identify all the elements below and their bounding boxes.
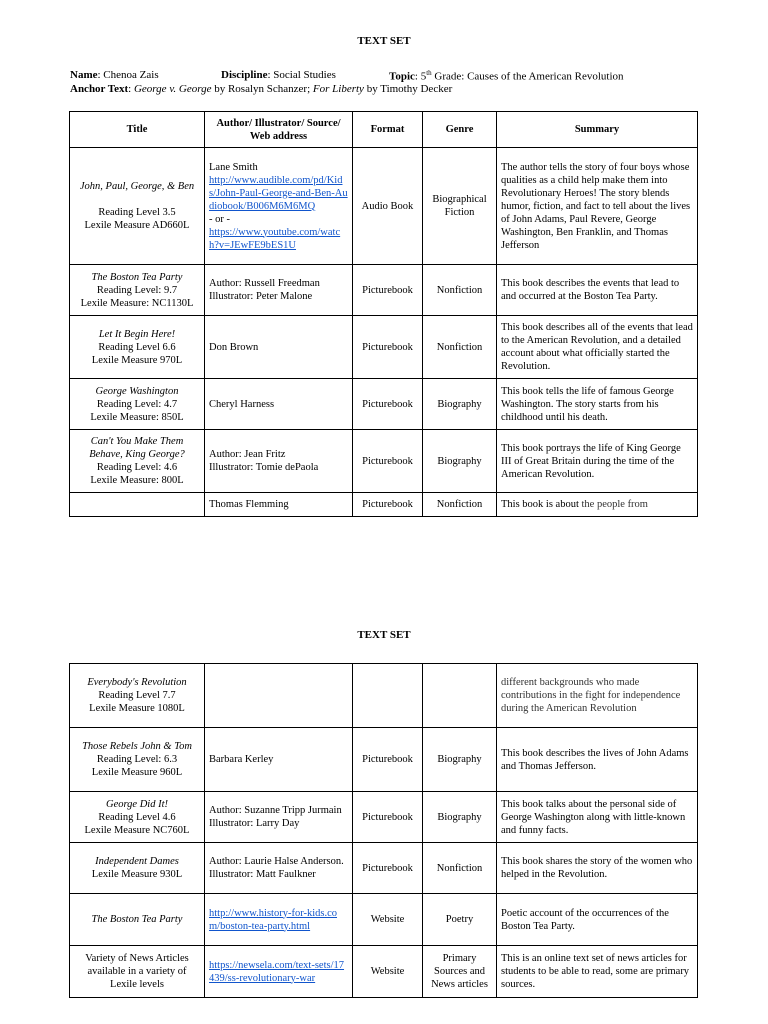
format-cell: [353, 664, 423, 728]
author-cell: Thomas Flemming: [205, 493, 353, 517]
audible-link[interactable]: http://www.audible.com/pd/Kids/John-Paul-George-and-Ben-Audiobook/B006M6M6MQ: [209, 174, 348, 212]
book-title-cell: [70, 843, 205, 894]
author-name: Lane Smith: [209, 161, 258, 173]
genre-cell: Biography: [423, 792, 497, 843]
lexile-measure: Lexile Measure 970L: [91, 354, 183, 366]
table-row: [70, 379, 698, 430]
author-cell: [205, 894, 353, 946]
book-title: Everybody's Revolution: [87, 677, 187, 688]
text-set-table-1: [69, 111, 698, 517]
author-cell: [205, 664, 353, 728]
summary-cell: This book tells the life of famous George Washington. The story starts from his childhood until his death.: [497, 379, 698, 430]
format-cell: Website: [353, 946, 423, 998]
format-cell: Website: [353, 894, 423, 946]
author-name: Author: Russell Freedman: [209, 278, 320, 289]
book-title: George Did It!: [105, 798, 168, 810]
book-title-cell: [70, 728, 205, 792]
book-title: Those Rebels John & Tom: [82, 741, 192, 752]
reading-level: Reading Level: 4.7: [96, 398, 178, 410]
author-cell: [205, 430, 353, 493]
lexile-measure: Lexile Measure 1080L: [89, 703, 185, 714]
reading-level: Reading Level: 9.7: [96, 284, 178, 296]
table-row: [70, 493, 698, 517]
lexile-measure: Lexile Measure: 850L: [90, 411, 184, 423]
format-cell: Picturebook: [353, 843, 423, 894]
reading-level: Reading Level 4.6: [98, 811, 176, 823]
page-title-2: TEXT SET: [357, 629, 411, 641]
summary-cell: This book is about the people from: [497, 493, 698, 517]
summary-cell: This is an online text set of news articles for students to be able to read, some are primary sources.: [497, 946, 698, 998]
author-cell: [205, 265, 353, 316]
summary-cell: This book portrays the life of King George III of Great Britain during the time of the American Revolution.: [497, 430, 698, 493]
book-title-cell: [70, 148, 205, 265]
genre-cell: Nonfiction: [423, 265, 497, 316]
book-title-cell: [70, 493, 205, 517]
table-row: [70, 946, 698, 998]
header-genre: Genre: [423, 112, 497, 148]
format-cell: Picturebook: [353, 316, 423, 379]
table-row: [70, 728, 698, 792]
page-title: TEXT SET: [357, 35, 411, 47]
genre-cell: Nonfiction: [423, 843, 497, 894]
reading-level: Reading Level: 6.3: [96, 754, 178, 765]
format-cell: Picturebook: [353, 493, 423, 517]
book-title: John, Paul, George, & Ben: [79, 181, 195, 192]
or-separator: - or -: [209, 213, 230, 225]
author-name: Author: Suzanne Tripp Jurmain: [209, 805, 342, 816]
genre-cell: Biography: [423, 379, 497, 430]
genre-cell: [423, 664, 497, 728]
author-cell: Barbara Kerley: [205, 728, 353, 792]
table-row: [70, 664, 698, 728]
reading-level: Reading Level 6.6: [98, 341, 176, 353]
name-field: Name: Chenoa Zais: [70, 69, 159, 81]
book-title-cell: [70, 792, 205, 843]
youtube-link[interactable]: https://www.youtube.com/watch?v=JEwFE9bES1U: [209, 226, 341, 251]
meta-line: [70, 69, 159, 81]
topic-field: Topic: 5th Grade: Causes of the American Revolution: [389, 69, 624, 83]
lexile-measure: Lexile Measure: 800L: [90, 475, 184, 486]
header-author: Author/ Illustrator/ Source/ Web address: [205, 112, 353, 148]
author-cell: Cheryl Harness: [205, 379, 353, 430]
reading-level: Reading Level: 4.6: [96, 462, 178, 473]
reading-level: Reading Level 7.7: [98, 690, 176, 701]
lexile-measure: Lexile Measure 960L: [91, 767, 183, 778]
genre-cell: Biographical Fiction: [423, 148, 497, 265]
anchor-text-field: Anchor Text: George v. George by Rosalyn Schanzer; For Liberty by Timothy Decker: [70, 83, 453, 95]
header-format: Format: [353, 112, 423, 148]
lexile-measure: Lexile Measure NC760L: [84, 824, 190, 836]
book-title-cell: Variety of News Articles available in a variety of Lexile levels: [70, 946, 205, 998]
summary-cell: The author tells the story of four boys whose qualities as a child help make them into Revolutionary Heroes! The story blends humor, fiction, and fact to tell about the lives of John Adams, Paul Revere, George Washington, Ben Franklin, and Thomas Jefferson: [497, 148, 698, 265]
format-cell: Picturebook: [353, 792, 423, 843]
format-cell: Picturebook: [353, 430, 423, 493]
book-title-cell: [70, 265, 205, 316]
table-row: [70, 265, 698, 316]
table-row: [70, 792, 698, 843]
book-title: Independent Dames: [95, 856, 179, 867]
illustrator-name: Illustrator: Larry Day: [209, 818, 300, 829]
summary-cell: This book describes the lives of John Adams and Thomas Jefferson.: [497, 728, 698, 792]
history-for-kids-link[interactable]: http://www.history-for-kids.com/boston-tea-party.html: [209, 907, 338, 932]
table-row: [70, 316, 698, 379]
genre-cell: Biography: [423, 728, 497, 792]
format-cell: Picturebook: [353, 728, 423, 792]
illustrator-name: Illustrator: Tomie dePaola: [209, 462, 319, 473]
lexile-measure: Lexile Measure 930L: [91, 869, 183, 880]
summary-cell: Poetic account of the occurrences of the Boston Tea Party.: [497, 894, 698, 946]
genre-cell: Biography: [423, 430, 497, 493]
format-cell: Audio Book: [353, 148, 423, 265]
table-row: [70, 148, 698, 265]
book-title-cell: [70, 430, 205, 493]
format-cell: Picturebook: [353, 265, 423, 316]
table-row: [70, 430, 698, 493]
lexile-measure: Lexile Measure: NC1130L: [80, 297, 194, 309]
format-cell: Picturebook: [353, 379, 423, 430]
book-title: The Boston Tea Party: [91, 271, 183, 283]
header-summary: Summary: [497, 112, 698, 148]
author-cell: [205, 946, 353, 998]
header-title: Title: [70, 112, 205, 148]
summary-cell: different backgrounds who made contributions in the fight for independence during the American Revolution: [497, 664, 698, 728]
reading-level: Reading Level 3.5: [98, 207, 176, 218]
summary-cell: This book describes all of the events that lead to the American Revolution, and a detailed account about what officially started the Revolution.: [497, 316, 698, 379]
genre-cell: Primary Sources and News articles: [423, 946, 497, 998]
lexile-measure: Lexile Measure AD660L: [84, 220, 190, 231]
illustrator-name: Illustrator: Peter Malone: [209, 291, 313, 302]
summary-cell: This book talks about the personal side of George Washington along with little-known and funny facts.: [497, 792, 698, 843]
table-header-row: [70, 112, 698, 148]
book-title: Can't You Make Them Behave, King George?: [89, 436, 185, 460]
book-title: The Boston Tea Party: [91, 914, 183, 925]
genre-cell: Nonfiction: [423, 316, 497, 379]
author-cell: Author: Laurie Halse Anderson. Illustrator: Matt Faulkner: [205, 843, 353, 894]
author-cell: [205, 148, 353, 265]
newsela-link[interactable]: https://newsela.com/text-sets/17439/ss-revolutionary-war: [209, 959, 345, 984]
book-title: Let It Begin Here!: [98, 328, 176, 340]
text-set-table-2: [69, 663, 698, 998]
genre-cell: Poetry: [423, 894, 497, 946]
summary-cell: This book describes the events that lead to and occurred at the Boston Tea Party.: [497, 265, 698, 316]
author-cell: [205, 792, 353, 843]
summary-cell: This book shares the story of the women who helped in the Revolution.: [497, 843, 698, 894]
book-title-cell: [70, 664, 205, 728]
book-title-cell: [70, 379, 205, 430]
book-title-cell: [70, 316, 205, 379]
discipline-field: Discipline: Social Studies: [221, 69, 336, 81]
author-name: Author: Jean Fritz: [209, 449, 286, 460]
genre-cell: Nonfiction: [423, 493, 497, 517]
table-row: [70, 843, 698, 894]
book-title-cell: [70, 894, 205, 946]
table-row: [70, 894, 698, 946]
book-title: George Washington: [95, 385, 179, 397]
author-cell: Don Brown: [205, 316, 353, 379]
